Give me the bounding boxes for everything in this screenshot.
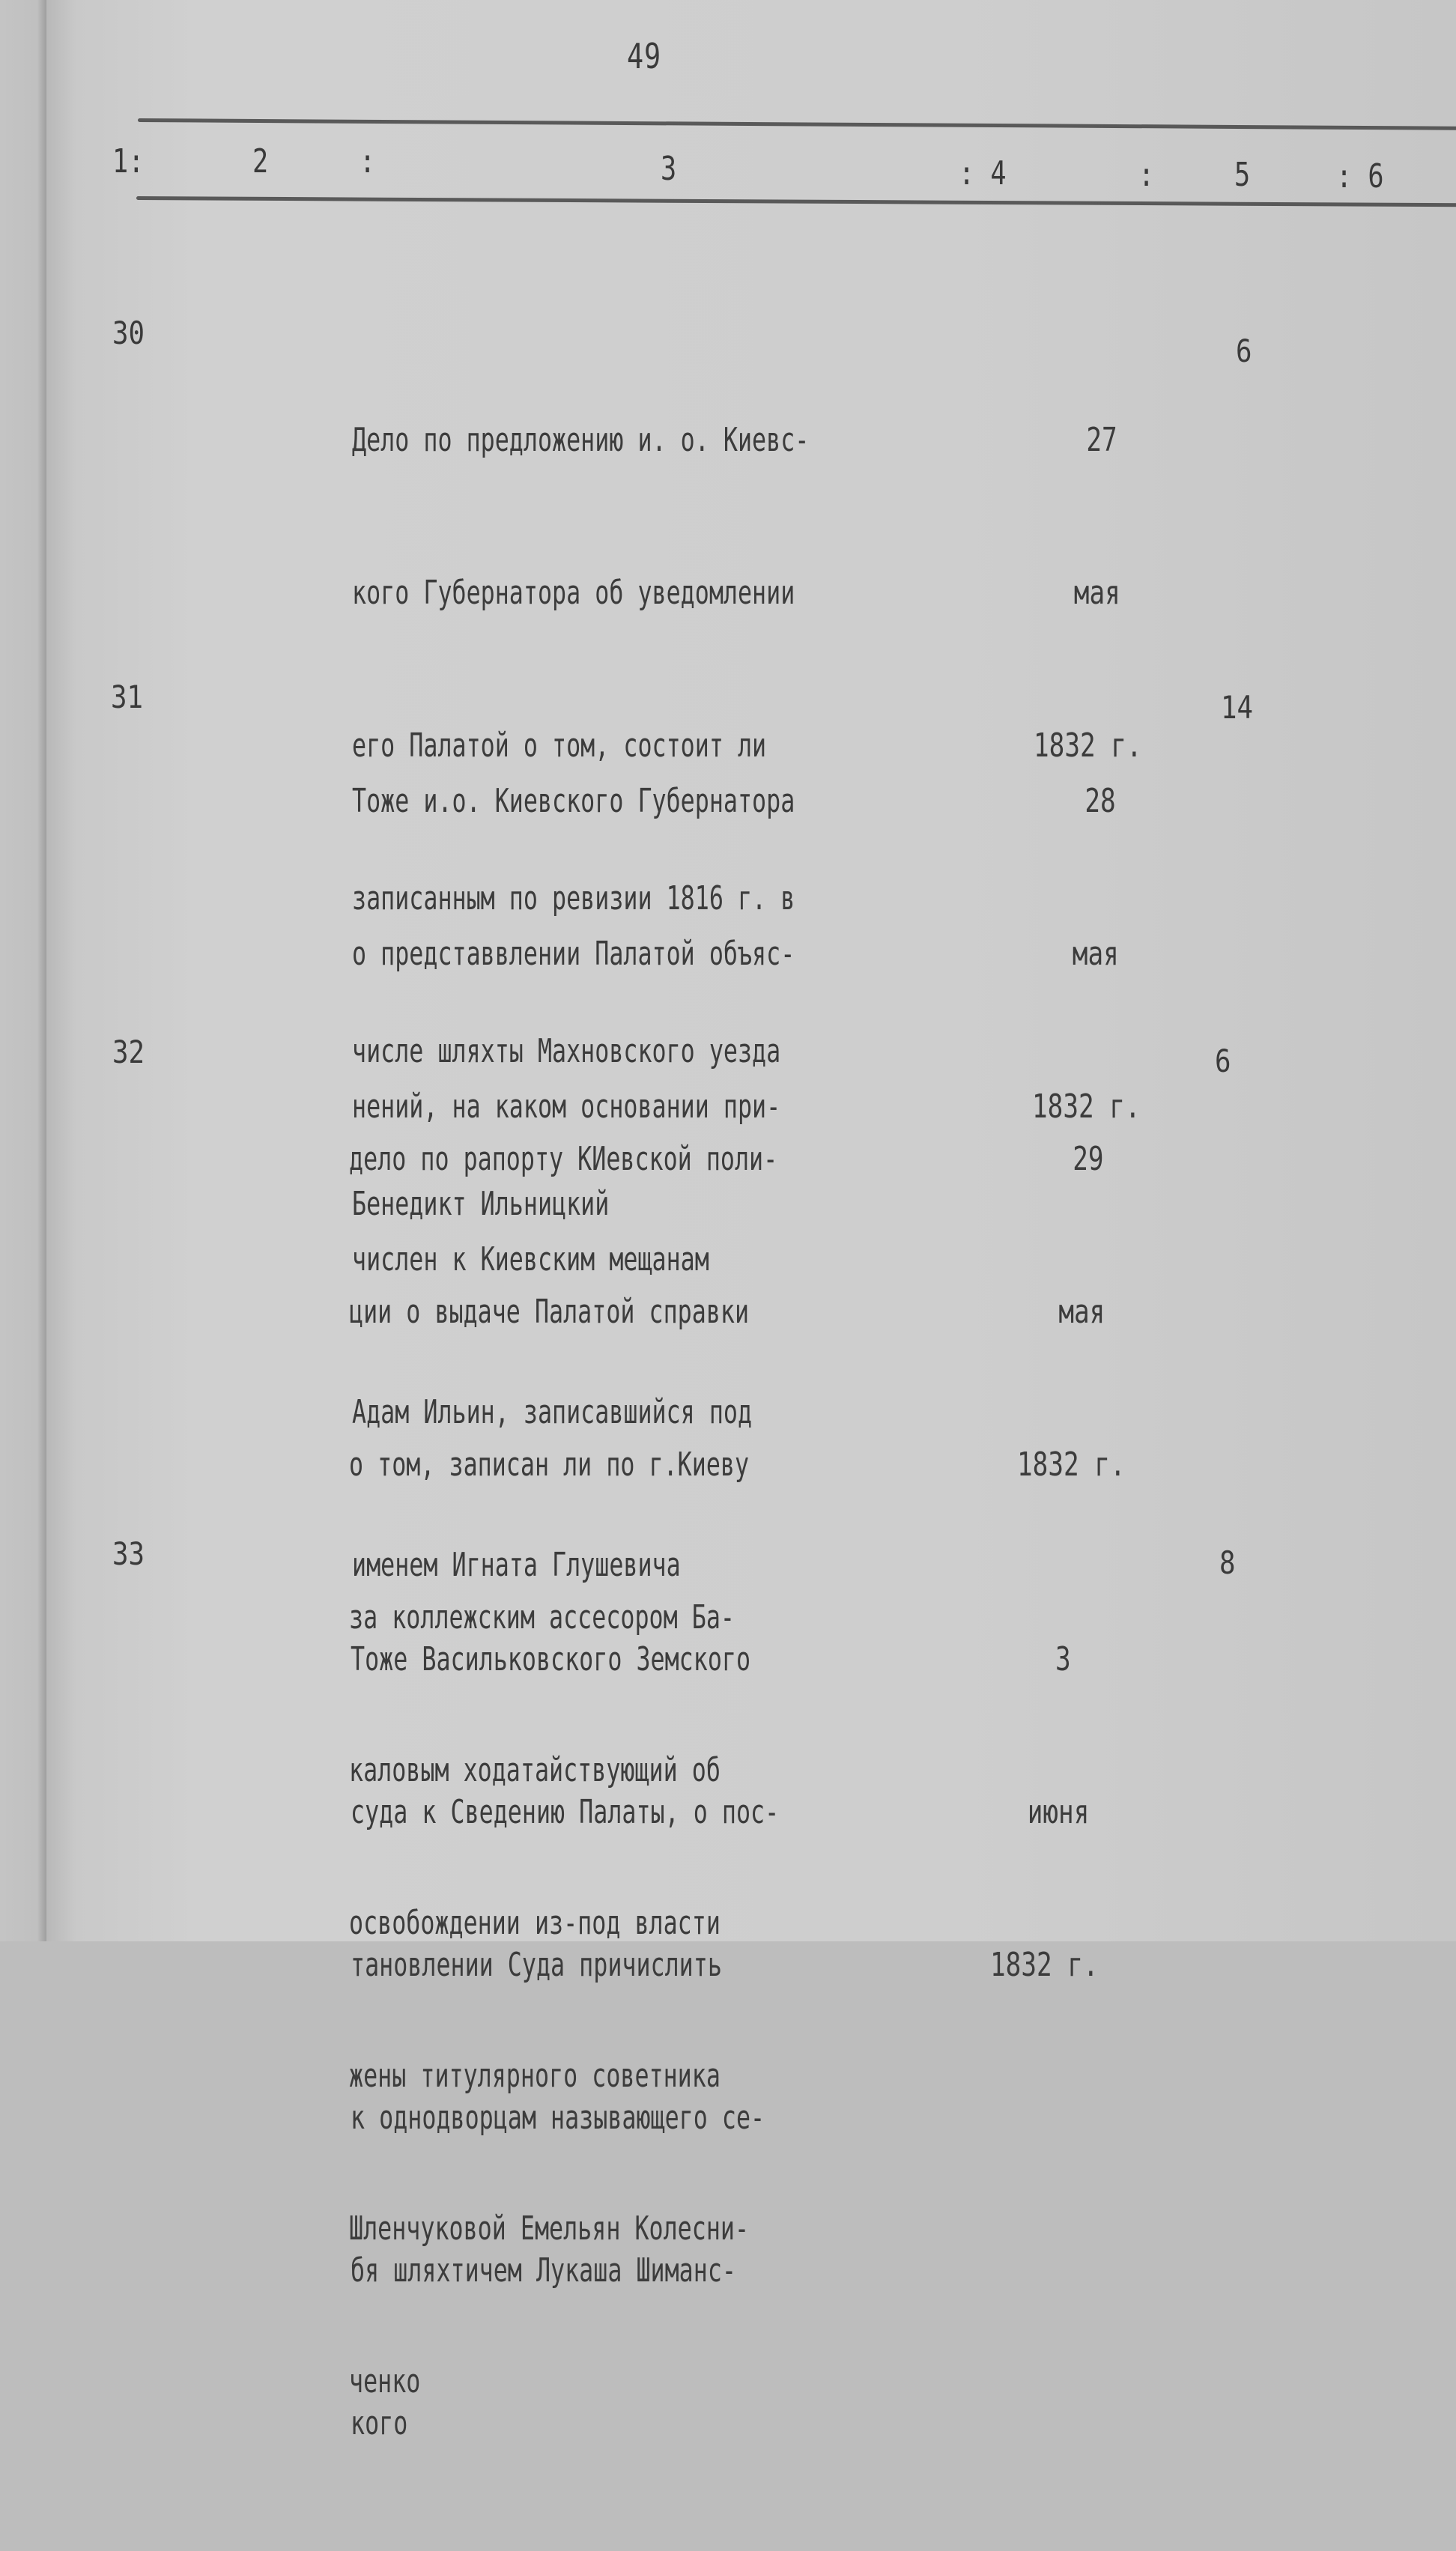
description-line: Тоже Васильковского Земского — [351, 1640, 751, 1678]
header-rule-top — [138, 118, 1456, 130]
col-header-1: 1: — [112, 142, 145, 181]
entry-sheets: 6 — [1215, 1043, 1231, 1079]
page-number: 49 — [627, 36, 661, 76]
entry-date — [1017, 1032, 1126, 1592]
description-line: кого — [351, 2404, 408, 2442]
col-header-2: 2 — [252, 142, 269, 181]
date-day: 29 — [1073, 1140, 1104, 1178]
col-header-6: : 6 — [1336, 157, 1384, 195]
date-year: 1832 г. — [1032, 1088, 1141, 1126]
col-header-sep: : — [360, 142, 376, 181]
description-line: за коллежским ассесором Ба- — [349, 1598, 735, 1637]
description-line: ченко — [349, 2362, 421, 2400]
description-line: освобождении из-под власти — [349, 1904, 721, 1942]
description-line: тановлении Суда причислить — [351, 1946, 722, 1984]
description-line: Адам Ильин, записавшийся под — [352, 1393, 753, 1431]
description-line: к однодворцам называющего се- — [351, 2099, 765, 2137]
date-day: 27 — [1086, 421, 1117, 459]
entry-number: 33 — [112, 1535, 145, 1572]
entry-description — [351, 1532, 779, 2551]
entry-number: 31 — [111, 679, 143, 715]
entry-sheets: 14 — [1221, 689, 1253, 726]
description-line: Дело по предложению и. о. Киевс- — [352, 421, 810, 459]
document-page — [46, 0, 1456, 2442]
entry-number: 32 — [112, 1034, 145, 1070]
description-line: жены титулярного советника — [349, 2057, 721, 2095]
entry-number: 30 — [112, 315, 145, 351]
description-line: его Палатой о том, состоит ли — [352, 727, 767, 765]
description-line: записанным по ревизии 1816 г. в — [352, 879, 795, 917]
description-line: о том, записан ли по г.Киеву — [349, 1446, 750, 1484]
description-line: Шленчуковой Емельян Колесни- — [349, 2209, 750, 2248]
description-line: суда к Сведению Палаты, о пос- — [351, 1793, 780, 1831]
entry-sheets: 8 — [1219, 1544, 1236, 1581]
description-line: ции о выдаче Палатой справки — [349, 1293, 750, 1331]
col-header-5: 5 — [1234, 156, 1251, 194]
description-line: числе шляхты Махновского уезда — [352, 1032, 781, 1070]
description-line: Бенедикт Ильницкий — [352, 1185, 610, 1223]
description-line: дело по рапорту КИевской поли- — [349, 1140, 778, 1178]
description-line: Тоже и.о. Киевского Губернатора — [352, 782, 795, 820]
description-line: именем Игната Глушевича — [352, 1546, 681, 1584]
date-month: мая — [1058, 1293, 1105, 1331]
col-header-4: : 4 — [959, 154, 1007, 192]
description-line: бя шляхтичем Лукаша Шиманс- — [351, 2251, 736, 2290]
description-line: числен к Киевским мещанам — [352, 1240, 709, 1278]
col-header-sep2: : — [1138, 156, 1155, 194]
entry-date — [990, 1532, 1099, 2093]
page-gutter — [0, 0, 46, 1941]
date-year: 1832 г. — [1017, 1446, 1126, 1484]
col-header-3: 3 — [661, 150, 677, 188]
description-line: каловым ходатайствующий об — [349, 1751, 721, 1789]
entry-sheets: 6 — [1236, 333, 1252, 369]
description-line: о представвлении Палатой объяс- — [352, 935, 795, 973]
date-day: 3 — [1055, 1640, 1071, 1678]
date-year: 1832 г. — [990, 1946, 1099, 1984]
description-line: кого Губернатора об уведомлении — [352, 574, 795, 612]
description-line: нений, на каком основании при- — [352, 1088, 781, 1126]
date-month: мая — [1072, 935, 1119, 973]
date-month: мая — [1073, 574, 1120, 612]
date-day: 28 — [1085, 782, 1116, 820]
date-month: июня — [1027, 1793, 1090, 1831]
header-rule-bottom — [136, 196, 1456, 207]
date-year: 1832 г. — [1034, 727, 1142, 765]
